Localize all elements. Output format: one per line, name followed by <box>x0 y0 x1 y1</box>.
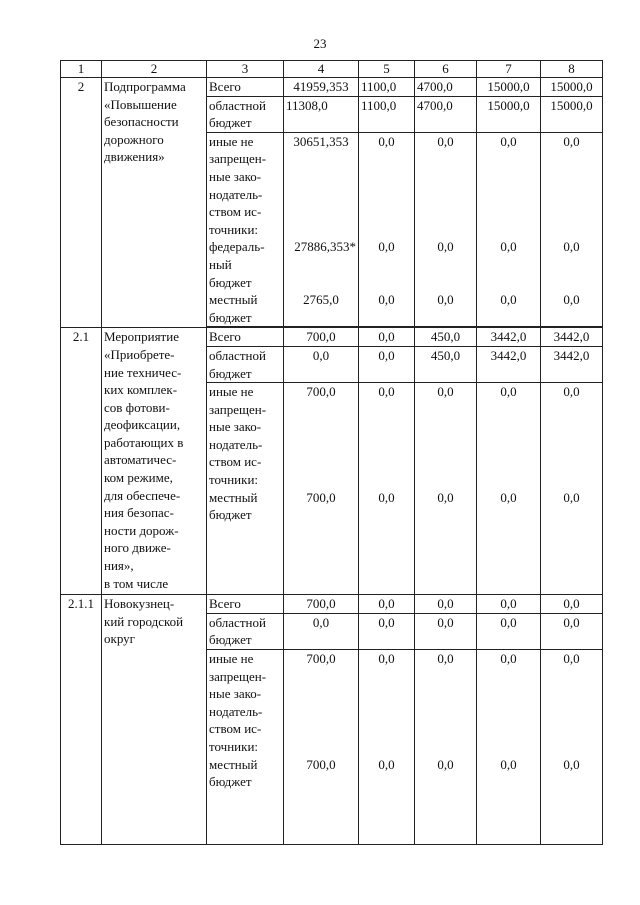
value-cell: 0,0 0,0 <box>477 650 541 845</box>
funding-source: Всего <box>207 595 284 614</box>
value-cell: 0,0 <box>477 613 541 649</box>
column-header: 3 <box>207 61 284 78</box>
value-cell: 0,0 0,0 <box>415 650 477 845</box>
item-number: 2.1.1 <box>61 595 102 844</box>
table-row <box>61 78 603 97</box>
page-number: 23 <box>313 36 327 51</box>
column-header-row <box>61 61 603 78</box>
value-cell: 0,0 0,0 0,0 <box>477 132 541 327</box>
column-header: 7 <box>477 61 541 78</box>
value-cell: 3442,0 <box>477 346 541 382</box>
funding-source: иные не запрещен- ные зако- нодатель- ством ис- точники: местный бюджет <box>207 383 284 595</box>
item-name: Мероприятие «Приобрете- ние техничес- ких комплек- сов фотови- деофиксации, работающих в автоматичес- ком режиме, для обеспече- ния безопас- ности дорож- ного движе- ния», в том числе <box>102 328 207 595</box>
value-cell: 3442,0 <box>541 346 603 382</box>
value-cell: 0,0 <box>541 595 603 614</box>
value-cell: 700,0 700,0 <box>284 383 359 595</box>
table-row <box>61 595 603 614</box>
value-cell: 450,0 <box>415 328 477 347</box>
value-cell: 0,0 0,0 <box>477 383 541 595</box>
value-cell: 700,0 700,0 <box>284 650 359 845</box>
value-cell: 15000,0 <box>541 96 603 132</box>
value-cell: 30651,353 27886,353* 2765,0 <box>284 132 359 327</box>
value-cell: 0,0 <box>477 595 541 614</box>
value-cell: 4700,0 <box>415 96 477 132</box>
value-cell: 0,0 0,0 <box>541 383 603 595</box>
column-header: 1 <box>61 61 102 78</box>
funding-source: областной бюджет <box>207 613 284 649</box>
funding-source: областной бюджет <box>207 96 284 132</box>
value-cell: 1100,0 <box>359 78 415 97</box>
value-cell: 1100,0 <box>359 96 415 132</box>
value-cell: 700,0 <box>284 595 359 614</box>
value-cell: 0,0 <box>284 346 359 382</box>
column-header: 6 <box>415 61 477 78</box>
funding-table <box>60 60 603 845</box>
item-name: Новокузнец- кий городской округ <box>102 595 207 844</box>
value-cell: 0,0 <box>359 328 415 347</box>
value-cell: 700,0 <box>284 328 359 347</box>
column-header: 2 <box>102 61 207 78</box>
item-number: 2.1 <box>61 328 102 595</box>
funding-source: иные не запрещен- ные зако- нодатель- ством ис- точники: местный бюджет <box>207 650 284 845</box>
funding-source: Всего <box>207 328 284 347</box>
value-cell: 3442,0 <box>477 328 541 347</box>
value-cell: 450,0 <box>415 346 477 382</box>
value-cell: 15000,0 <box>541 78 603 97</box>
table-row <box>61 328 603 347</box>
value-cell: 0,0 0,0 <box>359 383 415 595</box>
value-cell: 0,0 0,0 0,0 <box>359 132 415 327</box>
funding-source: иные не запрещен- ные зако- нодатель- ством ис- точники: федераль- ный бюджет местный бюджет <box>207 132 284 327</box>
value-cell: 0,0 <box>359 346 415 382</box>
value-cell: 0,0 0,0 0,0 <box>541 132 603 327</box>
value-cell: 0,0 <box>541 613 603 649</box>
value-cell: 41959,353 <box>284 78 359 97</box>
value-cell: 0,0 <box>415 595 477 614</box>
value-cell: 0,0 <box>359 595 415 614</box>
funding-source: областной бюджет <box>207 346 284 382</box>
column-header: 5 <box>359 61 415 78</box>
value-cell: 15000,0 <box>477 78 541 97</box>
value-cell: 3442,0 <box>541 328 603 347</box>
funding-source: Всего <box>207 78 284 97</box>
item-number: 2 <box>61 78 102 328</box>
value-cell: 0,0 0,0 <box>541 650 603 845</box>
value-cell: 0,0 <box>359 613 415 649</box>
value-cell: 15000,0 <box>477 96 541 132</box>
value-cell: 0,0 <box>284 613 359 649</box>
value-cell: 0,0 0,0 <box>415 383 477 595</box>
value-cell: 0,0 <box>415 613 477 649</box>
value-cell: 0,0 0,0 <box>359 650 415 845</box>
column-header: 8 <box>541 61 603 78</box>
column-header: 4 <box>284 61 359 78</box>
value-cell: 11308,0 <box>284 96 359 132</box>
value-cell: 4700,0 <box>415 78 477 97</box>
value-cell: 0,0 0,0 0,0 <box>415 132 477 327</box>
item-name: Подпрограмма «Повышение безопасности дорожного движения» <box>102 78 207 328</box>
